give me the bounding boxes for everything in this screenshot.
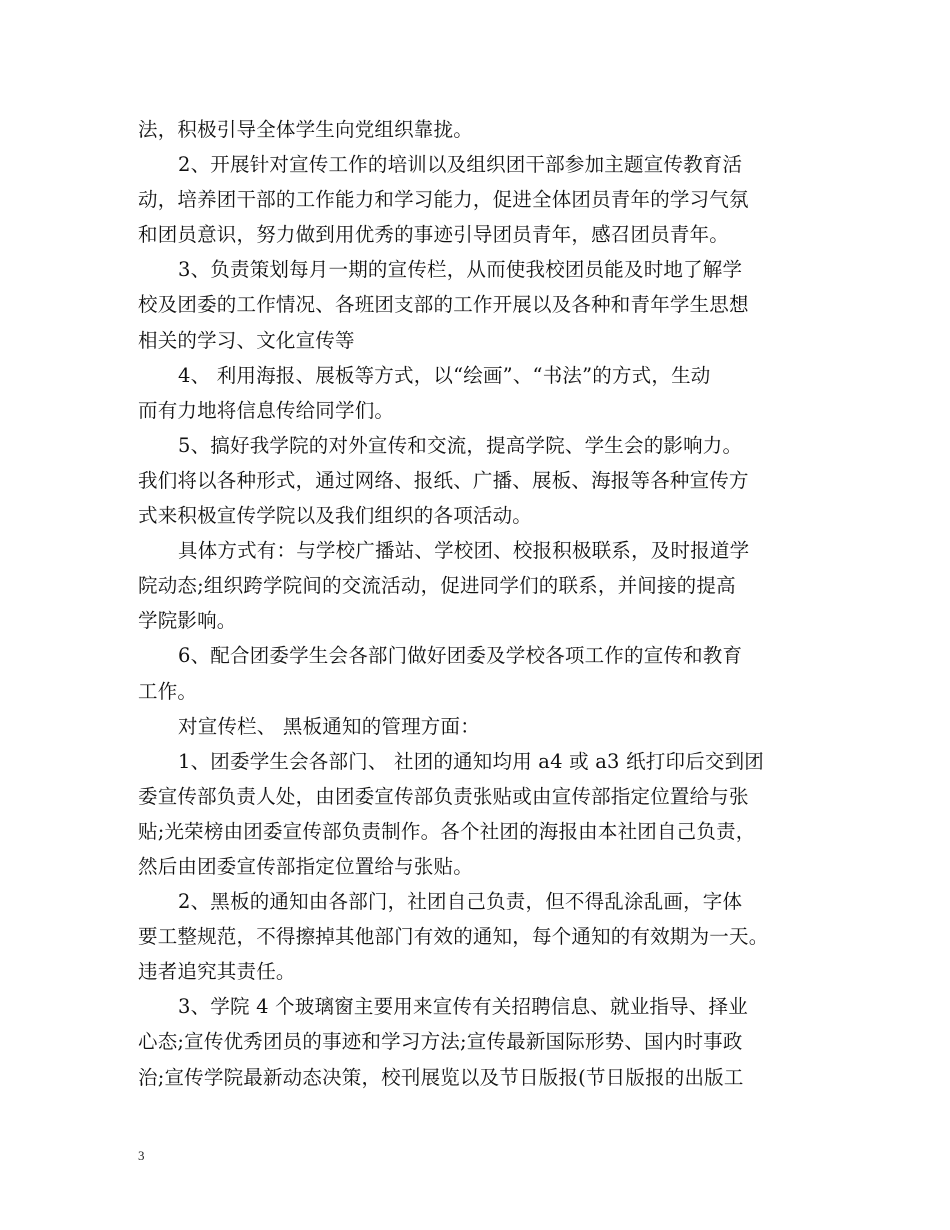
text-line: 2、开展针对宣传工作的培训以及组织团干部参加主题宣传教育活 (178, 153, 743, 177)
text-line: 治;宣传学院最新动态决策，校刊展览以及节日版报(节日版报的出版工 (138, 1065, 744, 1089)
text-line: 和团员意识，努力做到用优秀的事迹引导团员青年，感召团员青年。 (138, 223, 730, 247)
text-line: 工作。 (138, 679, 198, 703)
page-number: 3 (138, 1148, 145, 1163)
text-line: 2、黑板的通知由各部门，社团自己负责，但不得乱涂乱画，字体 (178, 890, 743, 914)
text-line: 然后由团委宣传部指定位置给与张贴。 (138, 854, 473, 878)
text-line: 4、 利用海报、展板等方式，以“绘画”、“书法”的方式，生动 (178, 363, 711, 387)
text-line: 式来积极宣传学院以及我们组织的各项活动。 (138, 504, 533, 528)
text-line: 5、搞好我学院的对外宣传和交流，提高学院、学生会的影响力。 (178, 433, 743, 457)
text-line: 相关的学习、文化宣传等 (138, 328, 355, 352)
text-line: 法，积极引导全体学生向党组织靠拢。 (138, 118, 473, 141)
text-line: 院动态;组织跨学院间的交流活动，促进同学们的联系，并间接的提高 (138, 574, 736, 598)
text-line: 委宣传部负责人处，由团委宣传部负责张贴或由宣传部指定位置给与张 (138, 784, 749, 808)
text-line: 具体方式有：与学校广播站、学校团、校报积极联系，及时报道学 (178, 539, 750, 563)
text-line: 1、团委学生会各部门、 社团的通知均用 a4 或 a3 纸打印后交到团 (178, 749, 764, 773)
text-line: 我们将以各种形式，通过网络、报纸、广播、展板、海报等各种宣传方 (138, 468, 749, 492)
text-line: 6、配合团委学生会各部门做好团委及学校各项工作的宣传和教育 (178, 644, 743, 668)
text-line: 校及团委的工作情况、各班团支部的工作开展以及各种和青年学生思想 (138, 293, 749, 317)
text-line: 学院影响。 (138, 609, 237, 633)
document-body (138, 112, 818, 1095)
text-line: 对宣传栏、 黑板通知的管理方面： (178, 714, 480, 738)
text-line: 3、学院 4 个玻璃窗主要用来宣传有关招聘信息、就业指导、择业 (178, 995, 748, 1019)
text-line: 贴;光荣榜由团委宣传部负责制作。各个社团的海报由本社团自己负责， (138, 819, 756, 843)
text-line: 而有力地将信息传给同学们。 (138, 398, 395, 422)
text-line: 要工整规范，不得擦掉其他部门有效的通知，每个通知的有效期为一天。 (138, 925, 769, 949)
text-line: 心态;宣传优秀团员的事迹和学习方法;宣传最新国际形势、国内时事政 (138, 1030, 743, 1054)
text-line: 3、负责策划每月一期的宣传栏，从而使我校团员能及时地了解学 (178, 258, 743, 282)
text-line: 违者追究其责任。 (138, 960, 296, 984)
text-line: 动，培养团干部的工作能力和学习能力，促进全体团员青年的学习气氛 (138, 188, 749, 212)
